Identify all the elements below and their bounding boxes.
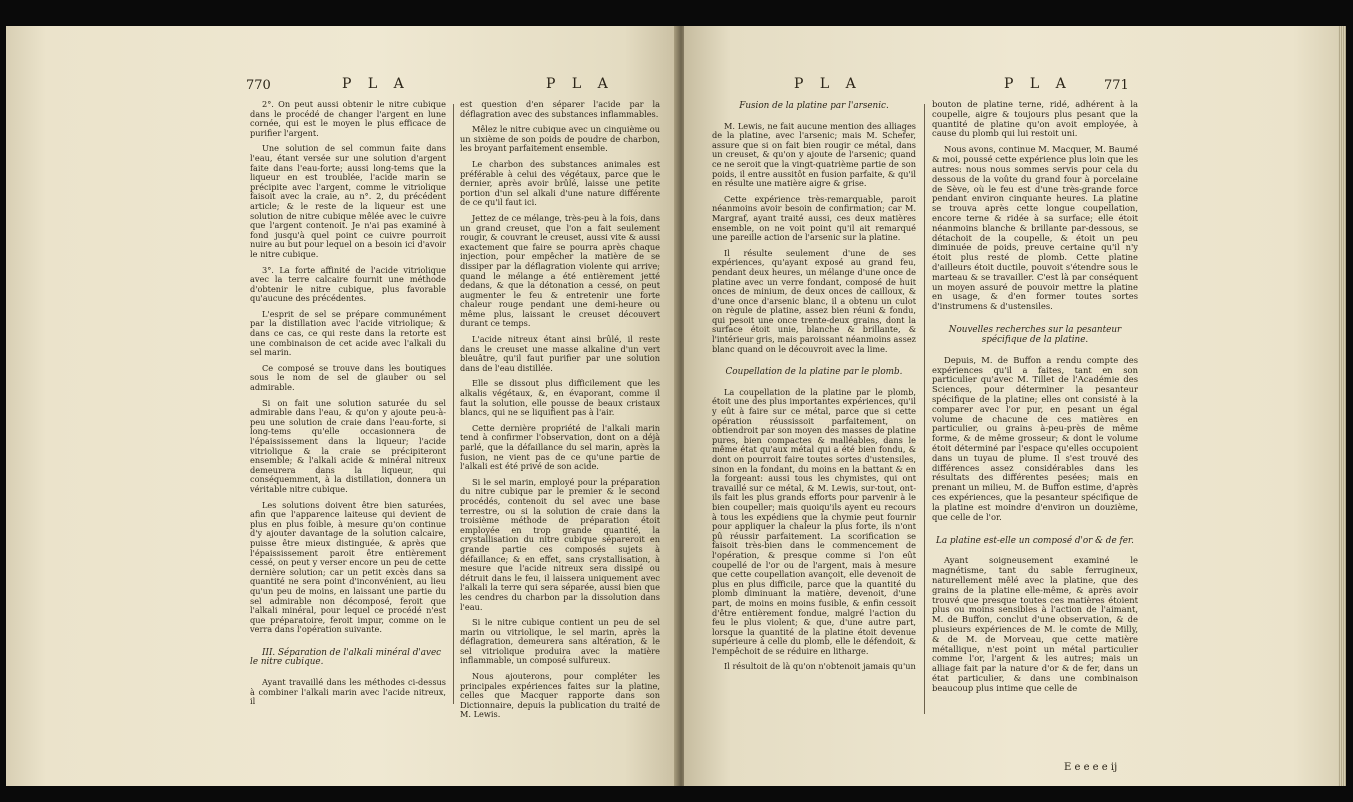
page-edges-right	[1338, 26, 1346, 786]
paragraph: est question d'en séparer l'acide par la déflagration avec des substances inflammables.	[460, 99, 660, 119]
paragraph: Il résultoit de là qu'on n'obtenoit jamais qu'un	[724, 661, 916, 672]
paragraph: L'esprit de sel se prépare communément par la distillation avec l'acide vitriolique; & dans ce cas, ce qui reste dans la retorte est une combinaison de cet acide avec l'alkali du sel marin.	[250, 308, 446, 358]
paragraph: Mêlez le nitre cubique avec un cinquième ou un sixième de son poids de poudre de charbon, les broyant parfaitement ensemble.	[460, 124, 660, 154]
paragraph: Jettez de ce mélange, très-peu à la fois, dans un grand creuset, que l'on a fait seulement rougir, & couvrant le creuset, aussi vite & aussi exactement que faire se pourra après chaque injection, pour empêcher la matière de se dissiper par la déflagration violente qui arrive; quand le mélange a été entièrement jetté dedans, & que la détonation a cessé, on peut augmenter le feu & entretenir une forte chaleur rouge pendant une demi-heure ou même plus, laissant le creuset découvert durant ce temps.	[460, 212, 660, 329]
paragraph: Cette expérience très-remarquable, paroit néanmoins avoir besoin de confirmation; car M. Margraf, ayant traité aussi, ces deux matières ensemble, on ne voit point qu'il ait remarqué une pareille action de l'arsenic sur la platine.	[712, 193, 916, 243]
paragraph: Une solution de sel commun faite dans l'eau, étant versée sur une solution d'argent faite dans l'eau-forte; aussi long-tems que la liqueur en est troublée, l'acide marin se précipite avec l'argent, comme le vitriolique faisoit avec la craie, au n°. 2, du précédent article; & le reste de la liqueur est une solution de nitre cubique mêlée avec le cuivre que l'argent contenoit. Je n'ai pas examiné à fond jusqu'à quel point ce cuivre pourroit nuire au but pour lequel on a besoin ici d'avoir le nitre cubique.	[250, 143, 446, 259]
column-rule	[924, 104, 925, 714]
paragraph: Ce composé se trouve dans les boutiques sous le nom de sel de glauber ou sel admirable.	[250, 362, 446, 393]
right-column-1	[712, 100, 916, 678]
section-heading: La platine est-elle un composé d'or & de fer.	[936, 535, 1134, 546]
column-rule	[453, 104, 454, 704]
paragraph: Le charbon des substances animales est préférable à celui des végétaux, parce que le dernier, après avoir brûlé, laisse une petite portion d'un sel alkali d'une nature différente de ce qu'il faut ici.	[460, 158, 660, 208]
paragraph: Les solutions doivent être bien saturées, afin que l'apparence laiteuse qui devient de plus en plus foible, à mesure qu'on continue d'y ajouter davantage de la solution calcaire, puisse être mieux distinguée, & après que l'épaississement paroit être entièrement cessé, on peut y verser encore un peu de cette dernière solution; car un petit excès dans sa quantité ne sera point d'inconvénient, au lieu qu'un peu de moins, en laissant une partie du sel admirable non décomposé, feroit que l'alkali minéral, pour lequel ce procédé n'est que préparatoire, feroit impur, comme on le verra dans l'opération suivante.	[250, 499, 446, 635]
paragraph: M. Lewis, ne fait aucune mention des alliages de la platine, avec l'arsenic; mais M. Schefer, assure que si on fait bien rougir ce métal, dans un creuset, & qu'on y ajoute de l'arsenic; quand ce ne seroit que la vingt-quatrième partie de son poids, il entre aussitôt en fusion parfaite, & qu'il en résulte une matière aigre & grise.	[712, 120, 916, 189]
paragraph: Nous ajouterons, pour compléter les principales expériences faites sur la platine, celles que Macquer rapporte dans son Dictionnaire, depuis la publication du traité de M. Lewis.	[460, 671, 660, 720]
running-head: P L A	[546, 76, 614, 92]
right-page	[684, 26, 1346, 786]
signature-mark: E e e e e ij	[1064, 762, 1118, 773]
section-heading: III. Séparation de l'alkali minéral d'avec le nitre cubique.	[250, 647, 442, 668]
running-head: P L A	[794, 76, 862, 92]
right-column-2	[932, 100, 1138, 700]
paragraph: Si le sel marin, employé pour la préparation du nitre cubique par le premier & le second procédés, contenoit du sel avec une base terrestre, ou si la solution de craie dans la troisième méthode de préparation étoit employée en trop grande quantité, la crystallisation du nitre cubique sépareroit en grande partie ces composés sujets à défaillance; & en effet, sans crystallisation, à mesure que l'acide nitreux sera dissipé ou détruit dans le feu, il laissera uniquement avec l'alkali la terre qui sera séparée, aussi bien que les cendres du charbon par la dissolution dans l'eau.	[460, 476, 660, 612]
paragraph: Si on fait une solution saturée du sel admirable dans l'eau, & qu'on y ajoute peu-à-peu une solution de craie dans l'eau-forte, si long-tems qu'elle occasionnera de l'épaississement dans la liqueur; l'acide vitriolique & la craie se précipiteront ensemble; & l'alkali acide & minéral nitreux demeurera dans la liqueur, qui conséquemment, à la distillation, donnera un véritable nitre cubique.	[250, 397, 446, 494]
section-heading: Coupellation de la platine par le plomb.	[725, 367, 903, 378]
paragraph: Si le nitre cubique contient un peu de sel marin ou vitriolique, le sel marin, après la déflagration, demeurera sans altération, & le sel vitriolique produira avec la matière inflammable, un composé sulfureux.	[460, 617, 660, 666]
page-number-left: 770	[246, 78, 271, 93]
paragraph: Il résulte seulement d'une de ses expériences, qu'ayant exposé au grand feu, pendant deux heures, un mélange d'une once de platine avec un verre fondant, composé de huit onces de minium, de deux onces de cailloux, & d'une once d'arsenic blanc, il a obtenu un culot on règule de platine, assez bien réuni & fondu, qui pesoit une once trente-deux grains, dont la surface étoit unie, blanche & brillante, & l'intérieur gris, mais paroissant néanmoins assez blanc quand on le découvroit avec la lime.	[712, 247, 916, 354]
paragraph: La coupellation de la platine par le plomb, étoit une des plus importantes expériences, qu'il y eût à faire sur ce métal, parce que si cette opération réussissoit parfaitement, on obtiendroit par son moyen des masses de platine pures, bien compactes & malléables, dans le même état qu'aux métal qui a été bien fondu, & dont on pourroit faire toutes sortes d'ustensiles, sinon en la fondant, du moins en la battant & en la forgeant: aussi tous les chymistes, qui ont travaillé sur ce métal, & M. Lewis, sur-tout, ont-ils fait les plus grands efforts pour parvenir à le bien coupeller; mais quoiqu'ils ayent eu recours à tous les expédiens que la chymie peut fournir pour appliquer la chaleur la plus forte, ils n'ont pû réussir parfaitement. La scorification se faisoit très-bien dans le commencement de l'opération, & presque comme si l'on eût coupellé de l'or ou de l'argent, mais à mesure que cette coupellation avançoit, elle devenoit de plus en plus difficile, parce que la quantité du plomb diminuant la matière, devenoit, d'une part, de moins en moins fusible, & enfin cessoit d'être entièrement fondue, malgré l'action du feu le plus violent; & que, d'une autre part, lorsque la quantité de la platine étoit devenue supérieure à celle du plomb, elle le défendoit, & l'empêchoit de se réduire en litharge.	[712, 386, 916, 656]
running-head: P L A	[342, 76, 410, 92]
page-number-right: 771	[1104, 78, 1129, 93]
paragraph: Cette dernière propriété de l'alkali marin tend à confirmer l'observation, dont on a déjà parlé, que la défaillance du sel marin, après la fusion, ne vient pas de ce qu'une partie de l'alkali est été privé de son acide.	[460, 422, 660, 472]
paragraph: Ayant soigneusement examiné le magnétisme, tant du sable ferrugineux, naturellement mêlé avec la platine, que des grains de la platine elle-même, & après avoir trouvé que presque toutes ces matières étoient plus ou moins sensibles à l'action de l'aimant, M. de Buffon, conclut d'une observation, & de plusieurs expériences de M. le comte de Milly, & de M. de Morveau, que cette matière métallique, n'est point un métal particulier comme l'or, l'argent & les autres; mais un alliage fait par la nature d'or & de fer, dans un état particulier, & dans une combinaison beaucoup plus intime que celle de	[932, 555, 1138, 693]
book-spread	[6, 26, 1346, 786]
left-column-1	[250, 100, 446, 713]
paragraph: Depuis, M. de Buffon a rendu compte des expériences qu'il a faites, tant en son particulier qu'avec M. Tillet de l'Académie des Sciences, pour déterminer la pesanteur spécifique de la platine; elles ont consisté à la comparer avec l'or pur, en pesant un égal volume de chacune de ces matières en particulier, ou grains à-peu-près de même forme, & de même grosseur; & dont le volume étoit déterminé par l'espace qu'elles occupoient dans un tuyau de plume. Il s'est trouvé des différences assez considérables dans les résultats des différentes pesées; mais en prenant un milieu, M. de Buffon estime, d'après ces expériences, que la pesanteur spécifique de la platine est moindre d'environ un douzième, que celle de l'or.	[932, 354, 1138, 522]
section-heading: Fusion de la platine par l'arsenic.	[739, 101, 889, 111]
paragraph: Nous avons, continue M. Macquer, M. Baumé & moi, poussé cette expérience plus loin que les autres: nous nous sommes servis pour cela du dessous de la voûte du grand four à porcelaine de Sève, où le feu est d'une très-grande force pendant environ cinquante heures. La platine se trouva après cette longue coupellation, encore terne & ridée à sa surface; elle étoit néanmoins blanche & brillante par-dessous, se détachoit de la coupelle, & étoit un peu diminuée de poids, preuve certaine qu'il n'y étoit plus resté de plomb. Cette platine d'ailleurs étoit ductile, pouvoit s'étendre sous le marteau & se travailler. C'est là par conséquent un moyen assuré de pouvoir mettre la platine en usage, & d'en former toutes sortes d'instrumens & d'ustensiles.	[932, 144, 1138, 312]
paragraph: Elle se dissout plus difficilement que les alkalis végétaux, &, en évaporant, comme il faut la solution, elle pousse de beaux cristaux blancs, qui ne se liquifient pas à l'air.	[460, 378, 660, 418]
running-head: P L A	[1004, 76, 1072, 92]
section-heading: Nouvelles recherches sur la pesanteur spécifique de la platine.	[948, 325, 1122, 345]
paragraph: 2°. On peut aussi obtenir le nitre cubique dans le procédé de changer l'argent en lune cornée, qui est le moyen le plus efficace de purifier l'argent.	[250, 99, 446, 138]
left-column-2	[460, 100, 660, 726]
paragraph: Ayant travaillé dans les méthodes ci-dessus à combiner l'alkali marin avec l'acide nitreux, il	[250, 677, 446, 707]
paragraph: 3°. La forte affinité de l'acide vitriolique avec la terre calcaire fournit une méthode d'obtenir le nitre cubique, plus favorable qu'aucune des précédentes.	[250, 264, 446, 304]
left-page	[6, 26, 678, 786]
paragraph: L'acide nitreux étant ainsi brûlé, il reste dans le creuset une masse alkaline d'un vert bleuâtre, qu'il faut purifier par une solution dans de l'eau distillée.	[460, 334, 660, 373]
paragraph: bouton de platine terne, ridé, adhérent à la coupelle, aigre & toujours plus pesant que la quantité de platine qu'on avoit employée, à cause du plomb qui lui restoit uni.	[932, 99, 1138, 139]
